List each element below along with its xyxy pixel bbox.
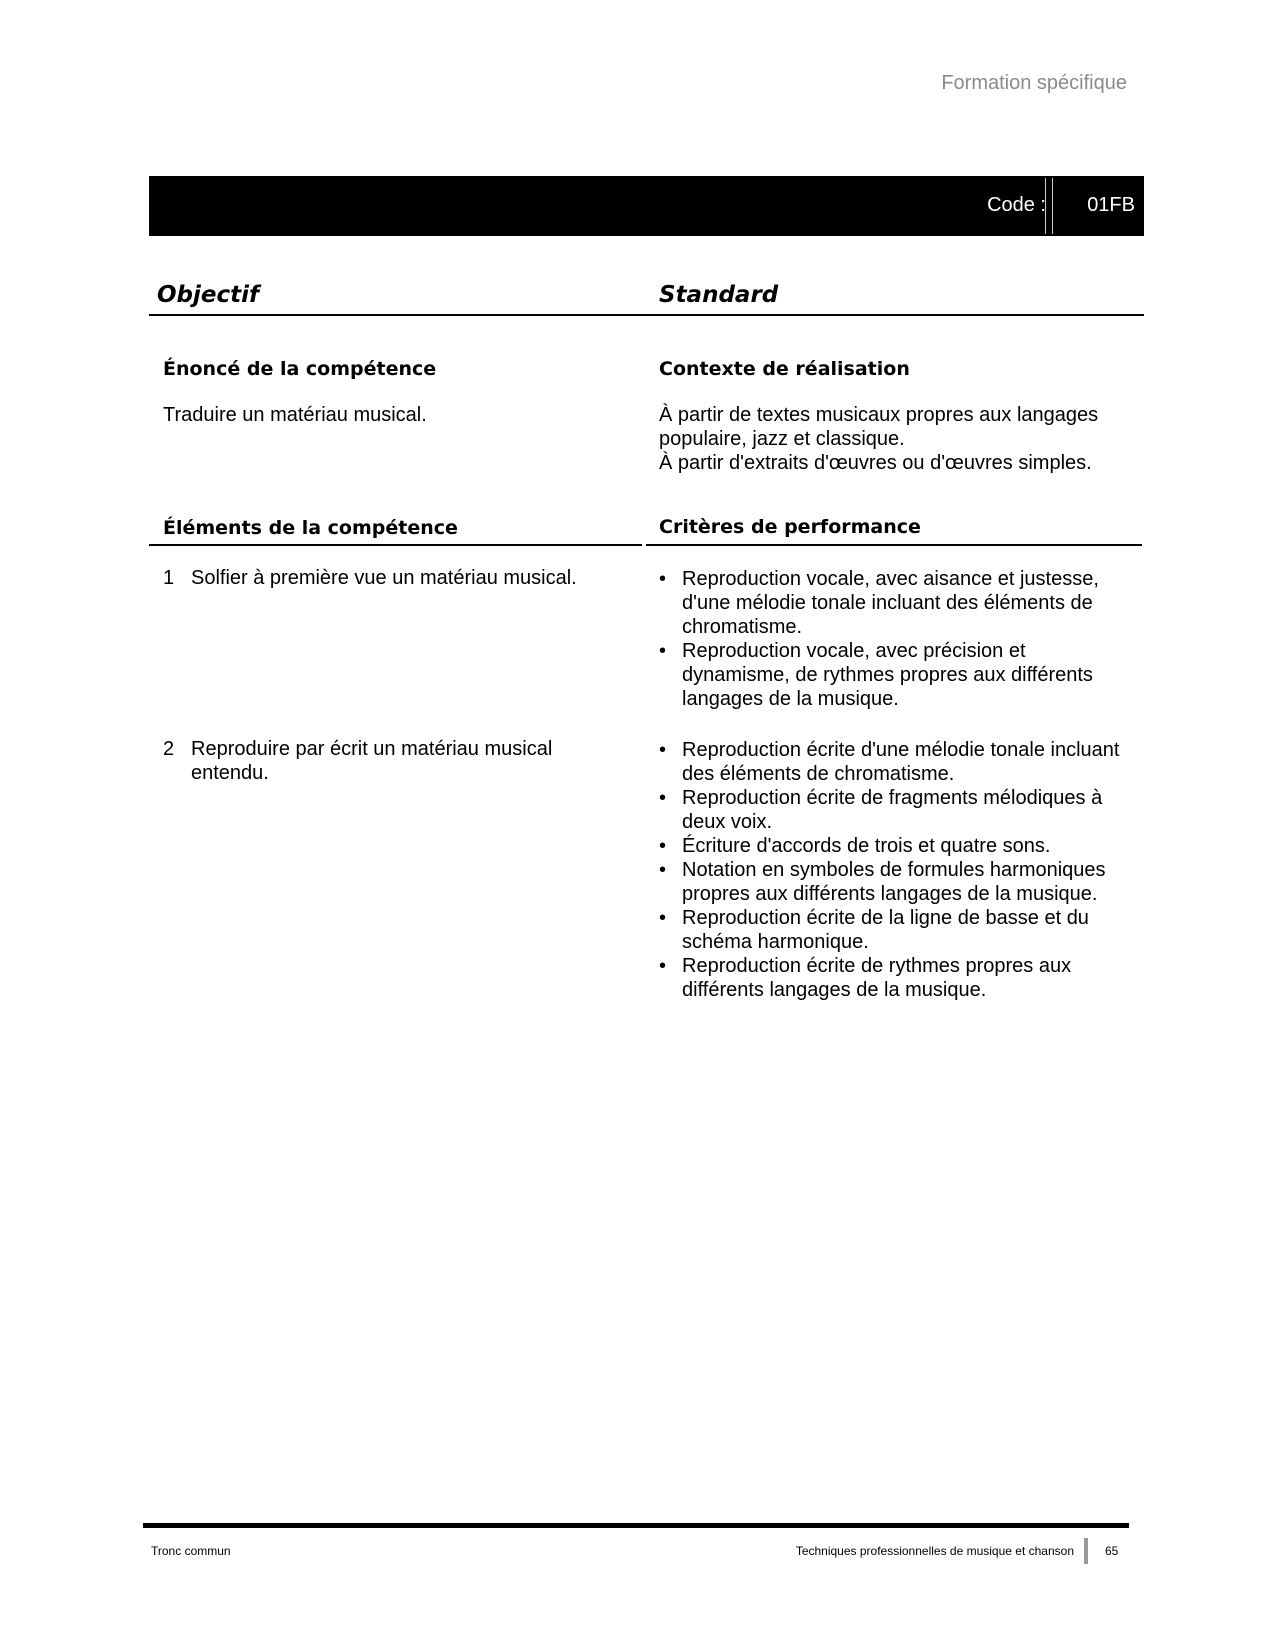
enonce-heading: Énoncé de la compétence (163, 358, 437, 380)
bullet-icon: • (659, 739, 667, 761)
bullet-icon: • (659, 787, 667, 809)
page-number: 65 (1105, 1544, 1119, 1558)
bullet-icon: • (659, 955, 667, 977)
element-text: Solfier à première vue un matériau musical. (191, 567, 577, 589)
bullet-icon: • (659, 640, 667, 662)
running-header: Formation spécifique (941, 72, 1127, 94)
criteres-divider (646, 544, 1142, 546)
criterion-item (659, 834, 1129, 858)
criterion-text: Reproduction écrite d'une mélodie tonale incluant des éléments de chromatisme. (682, 739, 1120, 785)
criterion-text: Reproduction écrite de rythmes propres aux différents langages de la musique. (682, 955, 1072, 1001)
criterion-item (659, 738, 1129, 786)
footer-divider (143, 1523, 1129, 1528)
enonce-text: Traduire un matériau musical. (163, 404, 427, 426)
code-label: Code : (987, 194, 1046, 216)
code-value: 01FB (1087, 194, 1135, 216)
bullet-icon: • (659, 859, 667, 881)
criterion-item (659, 639, 1129, 711)
standard-heading: Standard (659, 282, 779, 308)
criterion-text: Reproduction écrite de fragments mélodiques à deux voix. (682, 787, 1103, 833)
heading-divider (149, 314, 1144, 316)
criteria-list (659, 567, 1129, 711)
objectif-heading: Objectif (157, 282, 260, 308)
criterion-text: Notation en symboles de formules harmoniques propres aux différents langages de la musique. (682, 859, 1106, 905)
criterion-item (659, 906, 1129, 954)
footer-separator (1084, 1538, 1088, 1564)
criterion-item (659, 567, 1129, 639)
element-number: 2 (163, 738, 175, 760)
footer-program-title: Techniques professionnelles de musique et chanson (795, 1544, 1074, 1558)
element-item (163, 566, 613, 590)
elements-heading: Éléments de la compétence (163, 517, 458, 539)
contexte-text (659, 403, 1129, 475)
bullet-icon: • (659, 835, 667, 857)
element-text: Reproduire par écrit un matériau musical entendu. (191, 738, 553, 784)
code-bar (149, 176, 1144, 236)
criterion-text: Reproduction vocale, avec aisance et justesse, d'une mélodie tonale incluant des éléments de chromatisme. (682, 568, 1099, 638)
bullet-icon: • (659, 568, 667, 590)
contexte-heading: Contexte de réalisation (659, 358, 910, 380)
criteres-heading: Critères de performance (659, 516, 921, 538)
element-item (163, 737, 613, 785)
criterion-text: Écriture d'accords de trois et quatre sons. (682, 835, 1051, 857)
footer-section-label: Tronc commun (151, 1544, 231, 1558)
criterion-text: Reproduction vocale, avec précision et dynamisme, de rythmes propres aux différents langages de la musique. (682, 640, 1093, 710)
criteria-list (659, 738, 1129, 1002)
criterion-text: Reproduction écrite de la ligne de basse et du schéma harmonique. (682, 907, 1089, 953)
elements-divider (149, 544, 642, 546)
criterion-item (659, 858, 1129, 906)
contexte-line: À partir de textes musicaux propres aux langages populaire, jazz et classique. (659, 404, 1099, 450)
bullet-icon: • (659, 907, 667, 929)
criterion-item (659, 786, 1129, 834)
contexte-line: À partir d'extraits d'œuvres ou d'œuvres simples. (659, 452, 1092, 474)
code-separator (1045, 178, 1053, 234)
criterion-item (659, 954, 1129, 1002)
element-number: 1 (163, 567, 175, 589)
